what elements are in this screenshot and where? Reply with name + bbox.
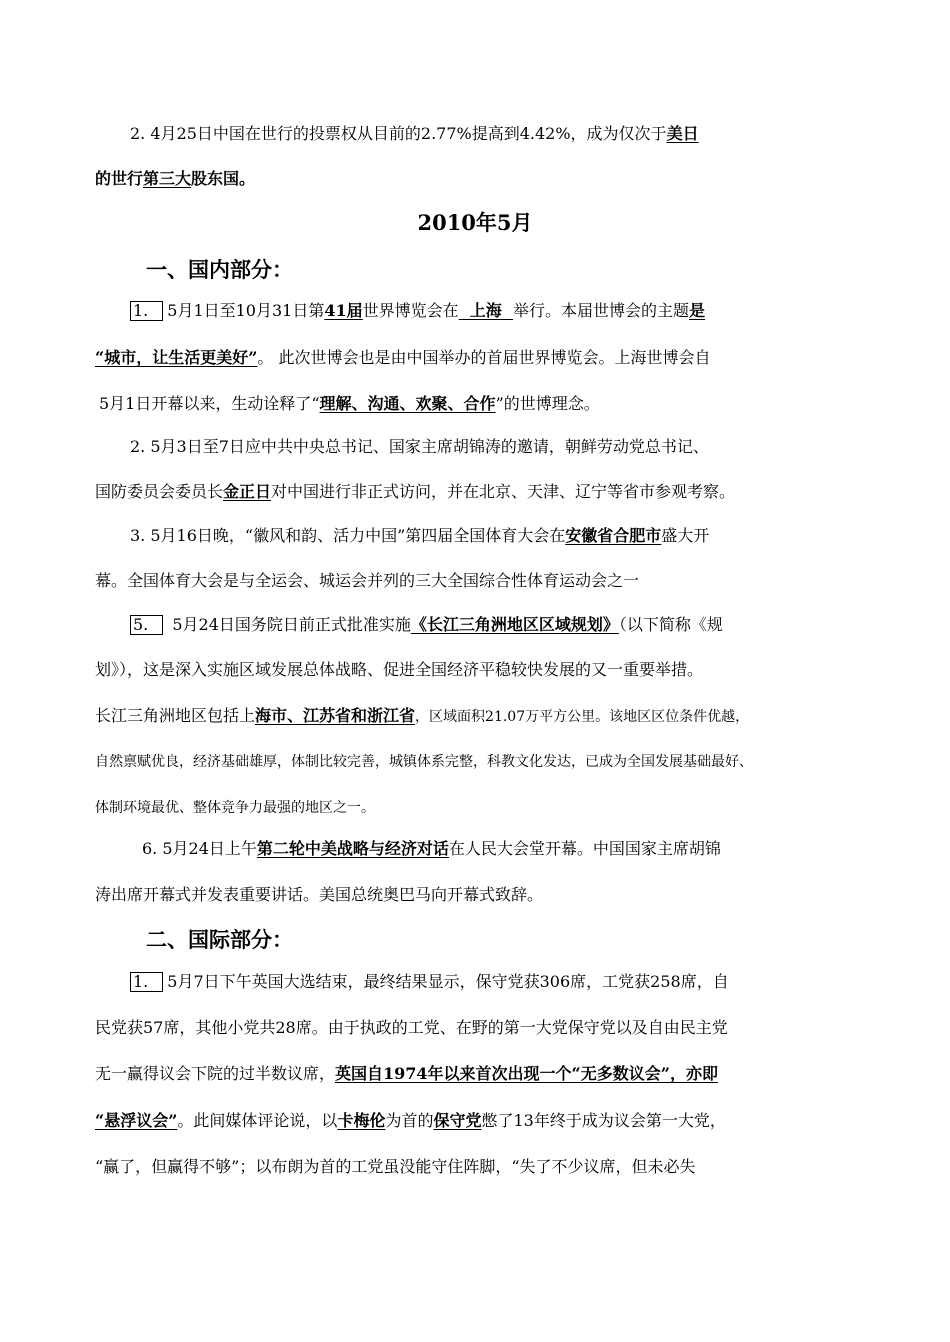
domestic-item-1-line-2 — [95, 347, 711, 369]
text-run: 长江三角洲地区包括上 — [95, 706, 256, 725]
domestic-item-2-line-1: 2. 5月3日至7日应中共中央总书记、国家主席胡锦涛的邀请，朝鲜劳动党总书记、 — [130, 437, 709, 456]
international-item-1-line-1 — [130, 971, 729, 993]
text-run: 3. 5月16日晚，“徽风和韵、活力中国”第四届全国体育大会在 — [130, 526, 566, 545]
text-run: 5月24日国务院日前正式批准实施 — [167, 615, 411, 634]
domestic-item-6-line-1 — [142, 838, 721, 860]
text-run: 对中国进行非正式访问，并在北京、天津、辽宁等省市参观考察。 — [271, 482, 736, 501]
answer-underlined: 第三大 — [143, 169, 192, 188]
answer-underlined: 海市、江苏省和浙江省 — [255, 706, 416, 725]
text-run: 6. 5月24日上午 — [142, 839, 257, 858]
text-run: 。此间媒体评论说，以 — [177, 1111, 338, 1130]
domestic-item-6-line-2: 涛出席开幕式并发表重要讲话。美国总统奥巴马向开幕式致辞。 — [95, 885, 544, 904]
text-run: 憋了13年终于成为议会第一大党， — [481, 1111, 726, 1130]
text-run: （以下简称《规 — [618, 615, 723, 634]
answer-underlined: 美日 — [666, 124, 699, 143]
text-run: 在人民大会堂开幕。中国国家主席胡锦 — [448, 839, 721, 858]
item-number-box: 1. — [130, 972, 163, 992]
text-run: ”的世博理念。 — [495, 394, 600, 413]
text-run: 2. 4月25日中国在世行的投票权从目前的2.77%提高到4.42%，成为仅次于 — [130, 124, 667, 143]
text-run: ，区域面积21.07万平方公里。该地区区位条件优越， — [415, 709, 750, 725]
item-number-box: 1. — [130, 301, 163, 321]
domestic-item-5-line-5: 体制环境最优、整体竞争力最强的地区之一。 — [95, 800, 375, 816]
text-run: 举行。本届世博会的主题 — [512, 301, 689, 320]
text-run: 5月1日开幕以来，生动诠释了“ — [99, 394, 320, 413]
text-run: 盛大开 — [661, 526, 710, 545]
domestic-item-5-line-2: 划》），这是深入实施区域发展总体战略、促进全国经济平稳较快发展的又一重要举措。 — [95, 660, 704, 679]
section-heading-domestic: 一、国内部分： — [146, 257, 293, 282]
answer-underlined: “城市，让生活更美好” — [95, 348, 258, 367]
answer-underlined: 《长江三角洲地区区域规划》 — [410, 615, 619, 634]
answer-underlined: 保守党 — [433, 1111, 482, 1130]
text-run: 的世行 — [95, 169, 144, 188]
domestic-item-3-line-2: 幕。全国体育大会是与全运会、城运会并列的三大全国综合性体育运动会之一 — [95, 571, 640, 590]
text-run: 世界博览会在 — [362, 301, 459, 320]
answer-underlined: 金正日 — [223, 482, 272, 501]
international-item-1-line-3 — [95, 1063, 718, 1085]
answer-underlined: 安徽省合肥市 — [565, 526, 662, 545]
international-item-1-line-5: “赢了，但赢得不够”；以布朗为首的工党虽没能守住阵脚，“失了不少议席，但未必失 — [95, 1157, 696, 1176]
domestic-item-5-line-4: 自然禀赋优良，经济基础雄厚，体制比较完善，城镇体系完整，科教文化发达，已成为全国发展基础最好、 — [95, 754, 753, 770]
domestic-item-5-line-3 — [95, 705, 749, 728]
month-title: 2010年5月 — [417, 210, 533, 235]
answer-underlined: 理解、沟通、欢聚、合作 — [319, 394, 496, 413]
domestic-item-2-line-2 — [95, 481, 735, 503]
item-number-box: 5. — [130, 615, 163, 635]
answer-underlined: 上海 — [458, 301, 513, 320]
intro-line-1 — [130, 123, 699, 145]
domestic-item-5-line-1 — [130, 614, 723, 636]
international-item-1-line-2: 民党获57席，其他小党共28席。由于执政的工党、在野的第一大党保守党以及自由民主党 — [95, 1018, 728, 1037]
answer-underlined: 第二轮中美战略与经济对话 — [256, 839, 449, 858]
answer-underlined: 卡梅伦 — [337, 1111, 386, 1130]
intro-line-2 — [95, 168, 255, 190]
text-run: 股东国。 — [191, 169, 256, 188]
text-run: 为首的 — [385, 1111, 434, 1130]
answer-underlined: “悬浮议会” — [95, 1111, 178, 1130]
text-run: 5月7日下午英国大选结束，最终结果显示，保守党获306席，工党获258席，自 — [167, 972, 729, 991]
domestic-item-1-line-3 — [99, 393, 600, 415]
domestic-item-3-line-1 — [130, 525, 709, 547]
section-heading-international: 二、国际部分： — [146, 927, 293, 952]
text-run: 国防委员会委员长 — [95, 482, 224, 501]
text-run: 。 此次世博会也是由中国举办的首届世界博览会。上海世博会自 — [257, 348, 711, 367]
international-item-1-line-4 — [95, 1110, 726, 1132]
answer-underlined: 是 — [688, 301, 705, 320]
domestic-item-1-line-1 — [130, 300, 705, 322]
text-run: 无一赢得议会下院的过半数议席， — [95, 1064, 336, 1083]
answer-underlined: 41届 — [324, 301, 363, 320]
text-run: 5月1日至10月31日第 — [167, 301, 325, 320]
answer-underlined: 英国自1974年以来首次出现一个“无多数议会”，亦即 — [335, 1064, 718, 1083]
